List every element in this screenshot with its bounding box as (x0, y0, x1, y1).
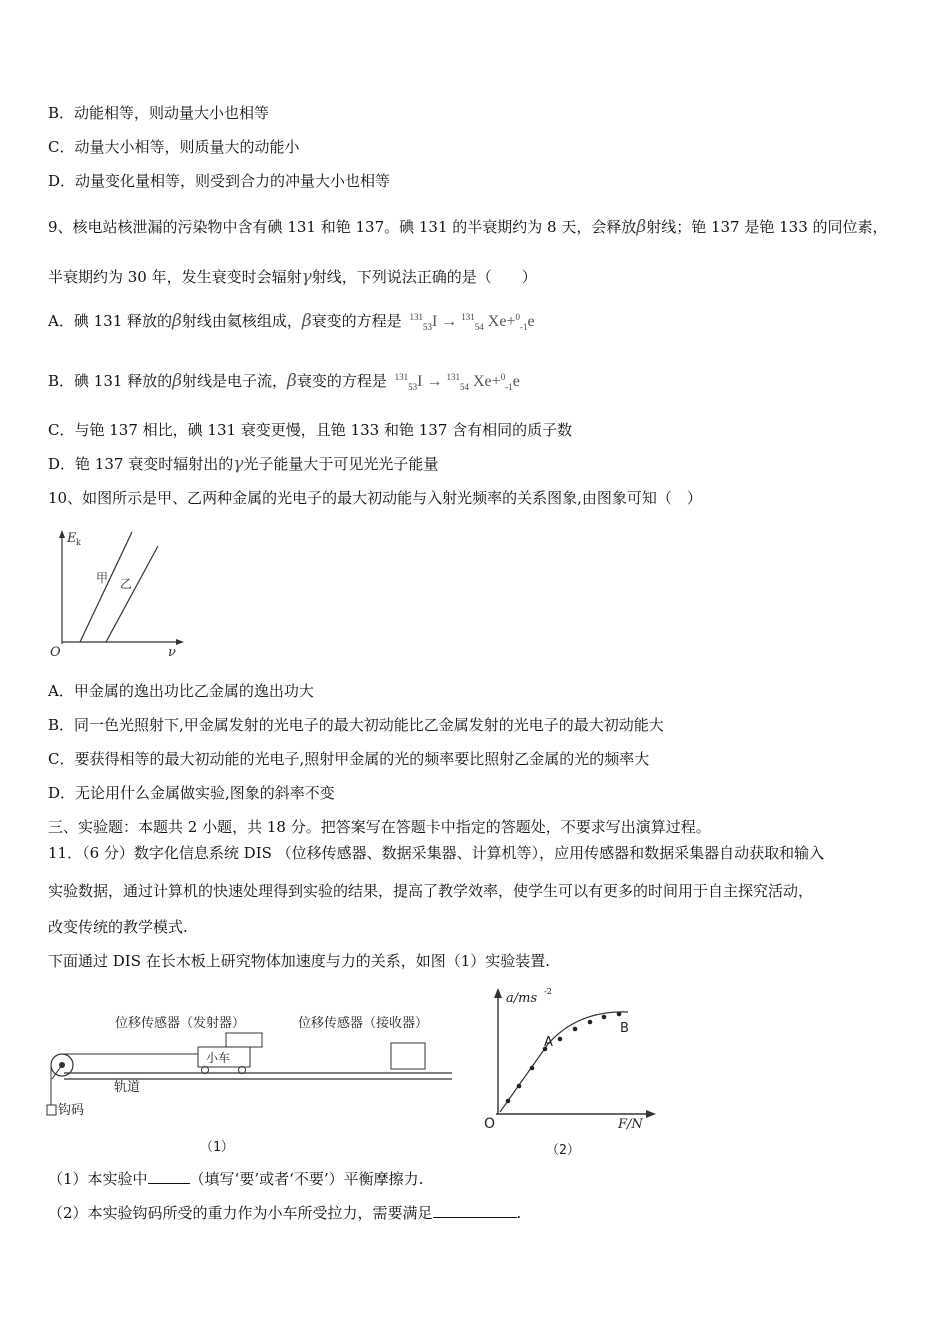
q8-option-c: C．动量大小相等，则质量大的动能小 (48, 138, 300, 156)
a-axis-arrow (494, 988, 502, 998)
y-axis-arrow (59, 530, 65, 538)
gamma-symbol: γ (233, 454, 244, 474)
q11-sub2 (48, 1202, 521, 1223)
q9-option-c: C．与铯 137 相比，碘 131 衰变更慢，且铯 133 和铯 137 含有相同的质子数 (48, 421, 573, 439)
q9-option-a (48, 310, 535, 332)
receiver-box (391, 1043, 425, 1069)
data-point (506, 1099, 511, 1104)
q9-stem-line2 (48, 266, 537, 287)
q9-a-text3: 衰变的方程是 (311, 312, 402, 330)
x-axis-label: ν (168, 645, 176, 660)
data-point (617, 1012, 622, 1017)
receiver-label: 位移传感器（接收器） (298, 1016, 429, 1031)
q9-a-text2: 射线由氦核组成， (181, 312, 302, 330)
f-axis-label: F/N (618, 1117, 643, 1132)
f-axis-arrow (646, 1110, 656, 1118)
beta-symbol: β (172, 311, 182, 331)
line-yi (106, 546, 158, 642)
q9-option-d (48, 453, 438, 474)
q11-line4: 下面通过 DIS 在长木板上研究物体加速度与力的关系，如图（1）实验装置. (48, 952, 551, 970)
q10-option-c: C．要获得相等的最大初动能的光电子,照射甲金属的光的频率要比照射乙金属的光的频率大 (48, 750, 650, 768)
q10-option-d: D．无论用什么金属做实验,图象的斜率不变 (48, 784, 335, 802)
q11-line3: 改变传统的教学模式. (48, 918, 188, 936)
fit-curve (500, 1012, 628, 1112)
q11-a-f-graph (478, 982, 668, 1160)
hook-weight (47, 1105, 56, 1115)
decay-equation-a: $^{131}_{53}$I → $^{131}_{54}$ Xe+$^0_{-1}$e (409, 312, 535, 333)
point-b-label: B (620, 1021, 629, 1036)
q11-sub1 (48, 1168, 423, 1189)
decay-equation-b: $^{131}_{53}$I → $^{131}_{54}$ Xe+$^0_{-1}$e (394, 372, 520, 393)
q9-stem-line1 (48, 216, 888, 237)
beta-symbol: β (301, 311, 312, 331)
q11-line2: 实验数据，通过计算机的快速处理得到实验的结果，提高了教学效率，使学生可以有更多的时间用于自主探究活动， (48, 882, 814, 900)
y-axis-label: E (67, 531, 77, 546)
q11-sub1-text1: （1）本实验中 (48, 1170, 148, 1188)
y-axis-subscript: k (76, 538, 81, 547)
q11-line1: 11．（6 分）数字化信息系统 DIS （位移传感器、数据采集器、计算机等），应用传感器和数据采集器自动获取和输入 (48, 844, 825, 862)
q9-d-text2: 光子能量大于可见光光子能量 (243, 455, 439, 473)
data-points (506, 1012, 622, 1104)
q9-stem-text3: 半衰期约为 30 年，发生衰变时会辐射 (48, 268, 302, 286)
q9-d-text1: D．铯 137 衰变时辐射出的 (48, 455, 234, 473)
data-point (530, 1066, 535, 1071)
data-point (517, 1084, 522, 1089)
q8-option-d: D．动量变化量相等，则受到合力的冲量大小也相等 (48, 172, 391, 190)
q9-b-text3: 衰变的方程是 (296, 372, 387, 390)
data-point (588, 1020, 593, 1025)
q9-stem-text1: 9、核电站核泄漏的污染物中含有碘 131 和铯 137。碘 131 的半衰期约为 8 天，会释放 (48, 218, 637, 236)
origin-label: O (484, 1116, 496, 1132)
origin-label: O (50, 645, 61, 660)
beta-symbol: β (172, 371, 183, 391)
beta-symbol: β (287, 371, 297, 391)
cart-label: 小车 (206, 1051, 231, 1065)
figure2-caption: （2） (546, 1143, 580, 1158)
q11-sub2-text1: （2）本实验钩码所受的重力作为小车所受拉力，需要满足 (48, 1204, 433, 1222)
line-jia-label: 甲 (96, 571, 109, 585)
a-axis-exponent: -2 (544, 987, 552, 996)
figure1-caption: （1） (200, 1140, 234, 1155)
q11-sub1-text2: （填写‘要’或者‘不要’）平衡摩擦力. (189, 1170, 424, 1188)
q9-a-text1: A．碘 131 释放的 (48, 312, 172, 330)
q11-apparatus-figure (40, 1005, 460, 1155)
section-3-heading: 三、实验题：本题共 2 小题，共 18 分。把答案写在答题卡中指定的答题处，不要求写出演算过程。 (48, 818, 711, 836)
q10-option-a: A．甲金属的逸出功比乙金属的逸出功大 (48, 682, 314, 700)
answer-blank-1[interactable] (148, 1169, 190, 1184)
a-axis-label: a/ms (506, 991, 538, 1006)
data-point (558, 1037, 563, 1042)
line-yi-label: 乙 (120, 577, 133, 591)
q9-option-b (48, 370, 520, 392)
weight-label: 钩码 (58, 1103, 85, 1118)
data-point (573, 1027, 578, 1032)
q9-b-text1: B．碘 131 释放的 (48, 372, 173, 390)
emitter-label: 位移传感器（发射器） (115, 1016, 246, 1031)
q10-ek-frequency-graph (44, 524, 194, 660)
q9-stem-text4: 射线，下列说法正确的是（ ） (311, 268, 537, 286)
track-label: 轨道 (114, 1080, 141, 1095)
q9-stem-text2: 射线；铯 137 是铯 133 的同位素， (646, 218, 888, 236)
emitter-box (226, 1033, 262, 1047)
point-a-label: A (544, 1035, 553, 1050)
q10-stem: 10、如图所示是甲、乙两种金属的光电子的最大初动能与入射光频率的关系图象,由图象可知（ ） (48, 489, 702, 507)
gamma-symbol: γ (301, 267, 312, 287)
beta-symbol: β (636, 217, 647, 237)
answer-blank-2[interactable] (433, 1203, 517, 1218)
data-point (602, 1015, 607, 1020)
q11-sub2-text2: . (516, 1204, 522, 1222)
x-axis-arrow (176, 639, 184, 645)
q9-b-text2: 射线是电子流， (182, 372, 288, 390)
q8-option-b: B．动能相等，则动量大小也相等 (48, 104, 270, 122)
q10-option-b: B．同一色光照射下,甲金属发射的光电子的最大初动能比乙金属发射的光电子的最大初动能大 (48, 716, 664, 734)
